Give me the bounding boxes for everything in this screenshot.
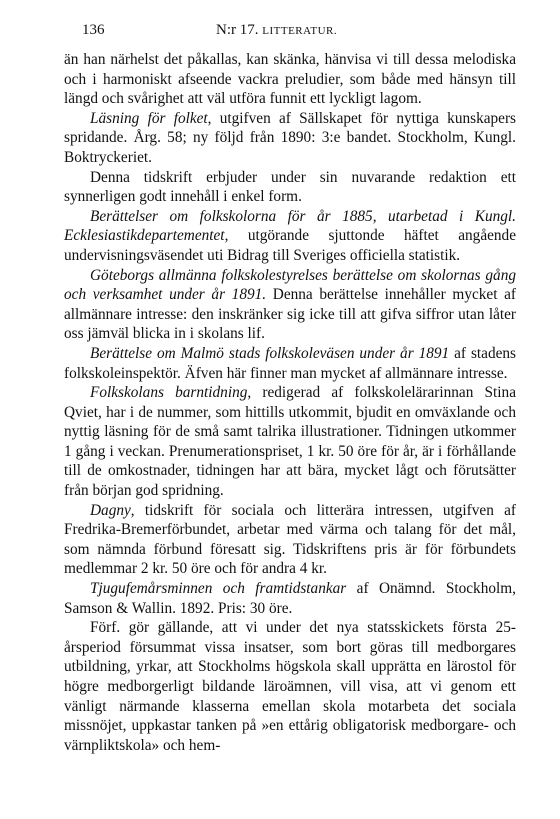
paragraph [64, 501, 516, 579]
paragraph-text: af stadens folkskoleinspektör. Äfven här finner man mycket af allmännare intresse. [64, 344, 516, 382]
running-header [64, 22, 516, 44]
paragraph [64, 207, 516, 266]
paragraph [64, 618, 516, 755]
paragraph-text: , utgörande sjuttonde häftet angående undervisningsväsendet uti Bidrag till Sveriges officiella statistik. [64, 227, 516, 264]
section-title: LITTERATUR. [262, 25, 338, 37]
italic-title-text: Läsning för folket [90, 109, 208, 127]
italic-title-text: Göteborgs allmänna folkskolestyrelses berättelse om skolornas gång och verksamhet under år 1891. [64, 266, 516, 304]
paragraph-text: , redigerad af folkskolelärarinnan Stina Qviet, har i de nummer, som hittills utkommit, bjudit en omväxlande och nyttig läsning för de små samt talrika illustrationer. Tidningen utkommer 1 gång i veckan. Prenumerationspriset, 1 kr. 50 öre för år, är i förhållande till de omkostnader, tidningen har att bära, mycket lågt och förutsätter från början god spridning. [64, 384, 516, 500]
paragraph [64, 50, 516, 109]
issue-number: N:r 17. [216, 22, 259, 38]
page-number: 136 [82, 22, 105, 38]
paragraph [64, 579, 516, 618]
paragraph-text: , utgifven af Sällskapet för nyttiga kunskapers spridande. Årg. 58; ny följd från 1890: 3:e bandet. Stockholm, Kungl. Boktryckeriet. [64, 109, 516, 166]
paragraph [64, 383, 516, 501]
italic-title-text: Berättelse om Malmö stads folkskoleväsen under år 1891 [90, 344, 450, 362]
paragraph-text: Denna berättelse innehåller mycket af allmännare intresse: den inskränker sig icke till att gifva siffror utan låter oss jämväl blicka in i skolans lif. [64, 286, 517, 343]
document-page [64, 22, 516, 755]
body-text [64, 50, 516, 755]
paragraph [64, 344, 516, 383]
running-title [216, 22, 337, 39]
italic-title-text: Tjugufemårsminnen och framtidstankar [90, 580, 347, 598]
paragraph-text: Denna tidskrift erbjuder under sin nuvarande redaktion ett synnerligen godt innehåll i enkel form. [64, 168, 516, 206]
paragraph-text: , tidskrift för sociala och litterära intressen, utgifven af Fredrika-Bremerförbundet, arbetar med värma och talang för det mål, som nämnda förbund föresatt sig. Tidskriftens pris är för förbundets medlemmar 2 kr. 50 öre och för andra 4 kr. [64, 501, 516, 578]
paragraph [64, 168, 516, 207]
paragraph-text: af Onämnd. Stockholm, Samson & Wallin. 1892. Pris: 30 öre. [64, 580, 516, 617]
paragraph-text: än han närhelst det påkallas, kan skänka, hänvisa vi till dessa melodiska och i harmoniskt afseende vackra preludier, som både med hänsyn till längd och svårighet att väl utföra funnit ett lyckligt lagom. [64, 51, 516, 108]
paragraph [64, 266, 516, 344]
paragraph [64, 109, 516, 168]
italic-title-text: Berättelser om folkskolorna för år 1885, utarbetad i Kungl. Ecklesiastikdepartementet [64, 207, 516, 245]
italic-title-text: Dagny [90, 501, 131, 519]
paragraph-text: Förf. gör gällande, att vi under det nya statsskickets första 25-årsperiod försummat vissa insatser, som bort göras till medborgares utbildning, yrkar, att Stockholms högskola skall upprätta en lärostol för högre medborgerligt bildande läroämnen, vill visa, att vi genom ett vänligt närmande klasserna emellan skola motarbeta det sociala missnöjet, uppkastar tanken på »en ettårig obligatorisk medborgare- och värnpliktskola» och hem- [64, 619, 516, 754]
italic-title-text: Folkskolans barntidning [90, 384, 248, 402]
